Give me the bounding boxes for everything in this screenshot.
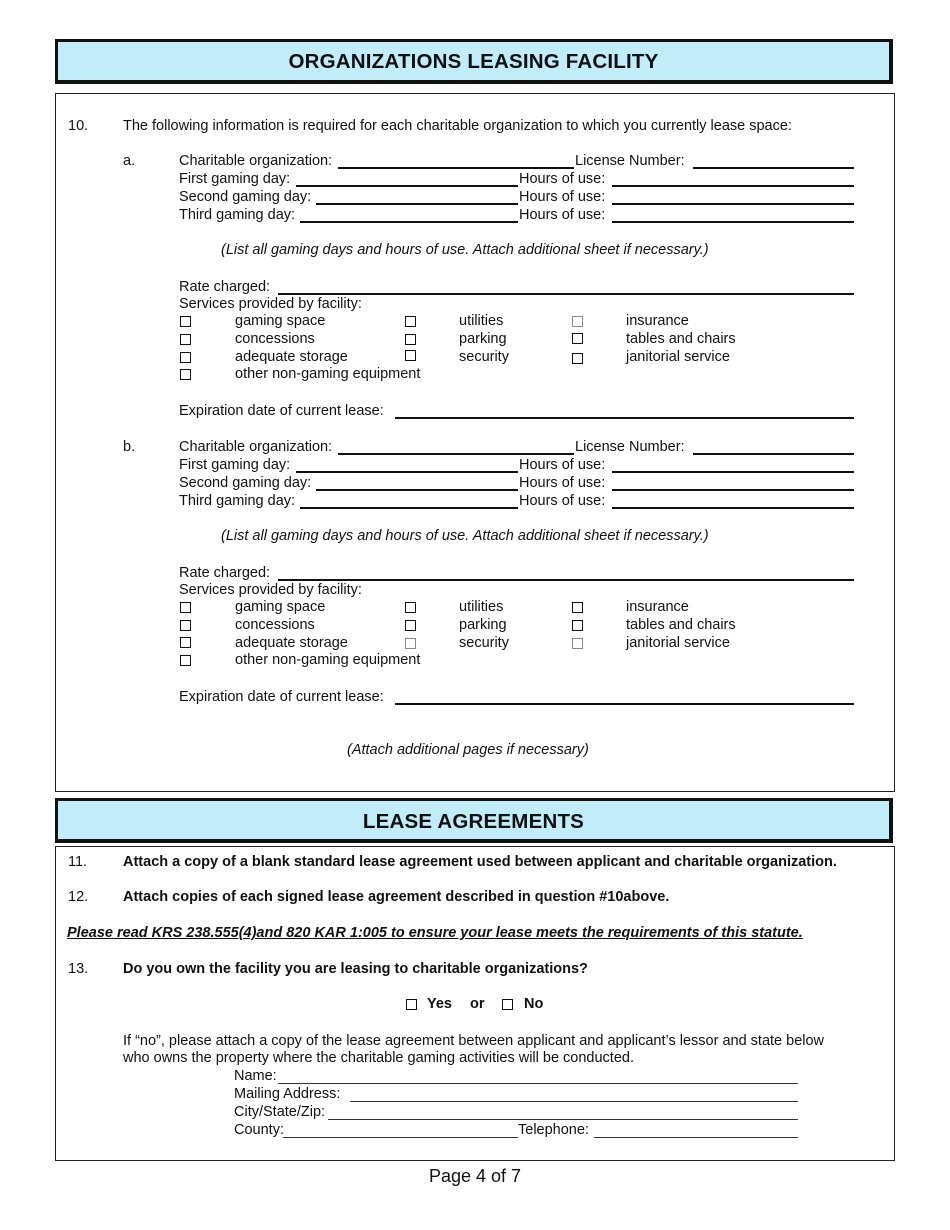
hours-label: Hours of use: xyxy=(519,171,606,187)
checkbox-insurance[interactable] xyxy=(572,602,583,613)
checkbox-yes[interactable] xyxy=(406,999,417,1010)
question-text: The following information is required for each charitable organization to which you currently lease space: xyxy=(123,118,792,134)
statute-note: Please read KRS 238.555(4)and 820 KAR 1:005 to ensure your lease meets the requirements of this statute. xyxy=(67,925,803,941)
org-field[interactable] xyxy=(338,167,574,169)
second-day-field[interactable] xyxy=(316,489,518,491)
county-label: County: xyxy=(234,1122,284,1138)
rate-label: Rate charged: xyxy=(179,565,271,581)
address-field[interactable] xyxy=(350,1101,798,1102)
service-label: parking xyxy=(459,331,507,347)
second-day-label: Second gaming day: xyxy=(179,189,312,205)
service-label: utilities xyxy=(459,599,504,615)
service-label: security xyxy=(459,349,509,365)
hours-label: Hours of use: xyxy=(519,493,606,509)
checkbox-no[interactable] xyxy=(502,999,513,1010)
yes-label: Yes xyxy=(427,996,452,1012)
city-field[interactable] xyxy=(328,1119,798,1120)
checkbox-utilities[interactable] xyxy=(405,316,416,327)
attach-pages-note: (Attach additional pages if necessary) xyxy=(347,742,589,758)
services-label: Services provided by facility: xyxy=(179,582,362,598)
question-number: 13. xyxy=(68,961,89,977)
service-label: concessions xyxy=(235,617,315,633)
checkbox-adequate-storage[interactable] xyxy=(180,637,191,648)
checkbox-parking[interactable] xyxy=(405,334,416,345)
name-field[interactable] xyxy=(278,1083,798,1084)
service-label: adequate storage xyxy=(235,635,348,651)
service-label: janitorial service xyxy=(626,349,730,365)
services-label: Services provided by facility: xyxy=(179,296,362,312)
checkbox-gaming-space[interactable] xyxy=(180,316,191,327)
page-number: Page 4 of 7 xyxy=(428,1166,522,1186)
rate-label: Rate charged: xyxy=(179,279,271,295)
rate-field[interactable] xyxy=(278,293,854,295)
gaming-days-note: (List all gaming days and hours of use. Attach additional sheet if necessary.) xyxy=(221,242,709,258)
license-field[interactable] xyxy=(693,167,854,169)
telephone-field[interactable] xyxy=(594,1137,798,1138)
second-hours-field[interactable] xyxy=(612,489,854,491)
if-no-instructions: If “no”, please attach a copy of the lease agreement between applicant and applicant’s lessor and state below xyxy=(123,1033,825,1049)
checkbox-security[interactable] xyxy=(405,350,416,361)
telephone-label: Telephone: xyxy=(518,1122,589,1138)
section-banner-lease-agreements xyxy=(55,798,893,843)
service-label: parking xyxy=(459,617,507,633)
first-hours-field[interactable] xyxy=(612,185,854,187)
question-text: Do you own the facility you are leasing to charitable organizations? xyxy=(123,961,588,977)
section-title: ORGANIZATIONS LEASING FACILITY xyxy=(288,50,659,73)
org-label: Charitable organization: xyxy=(179,439,333,455)
first-day-label: First gaming day: xyxy=(179,457,291,473)
service-label: adequate storage xyxy=(235,349,348,365)
hours-label: Hours of use: xyxy=(519,207,606,223)
service-label: utilities xyxy=(459,313,504,329)
checkbox-insurance[interactable] xyxy=(572,316,583,327)
second-day-label: Second gaming day: xyxy=(179,475,312,491)
checkbox-janitorial-service[interactable] xyxy=(572,353,583,364)
expiration-label: Expiration date of current lease: xyxy=(179,689,384,705)
service-label: gaming space xyxy=(235,599,326,615)
third-day-label: Third gaming day: xyxy=(179,207,296,223)
first-hours-field[interactable] xyxy=(612,471,854,473)
service-label: janitorial service xyxy=(626,635,730,651)
address-label: Mailing Address: xyxy=(234,1086,341,1102)
hours-label: Hours of use: xyxy=(519,475,606,491)
checkbox-concessions[interactable] xyxy=(180,620,191,631)
first-day-label: First gaming day: xyxy=(179,171,291,187)
license-label: License Number: xyxy=(575,439,685,455)
entry-letter: a. xyxy=(123,153,136,169)
or-label: or xyxy=(470,996,485,1012)
license-label: License Number: xyxy=(575,153,685,169)
service-label: other non-gaming equipment xyxy=(235,366,421,382)
question-number: 11. xyxy=(68,854,88,870)
checkbox-tables-and-chairs[interactable] xyxy=(572,620,583,631)
city-label: City/State/Zip: xyxy=(234,1104,326,1120)
service-label: insurance xyxy=(626,599,689,615)
org-field[interactable] xyxy=(338,453,574,455)
no-label: No xyxy=(524,996,544,1012)
section-banner-organizations xyxy=(55,39,893,84)
org-label: Charitable organization: xyxy=(179,153,333,169)
third-day-label: Third gaming day: xyxy=(179,493,296,509)
service-label: tables and chairs xyxy=(626,617,736,633)
first-day-field[interactable] xyxy=(296,471,518,473)
service-label: other non-gaming equipment xyxy=(235,652,421,668)
name-label: Name: xyxy=(234,1068,277,1084)
checkbox-security[interactable] xyxy=(405,638,416,649)
service-label: insurance xyxy=(626,313,689,329)
checkbox-concessions[interactable] xyxy=(180,334,191,345)
hours-label: Hours of use: xyxy=(519,457,606,473)
expiration-label: Expiration date of current lease: xyxy=(179,403,384,419)
service-label: tables and chairs xyxy=(626,331,736,347)
rate-field[interactable] xyxy=(278,579,854,581)
checkbox-tables-and-chairs[interactable] xyxy=(572,333,583,344)
third-hours-field[interactable] xyxy=(612,507,854,509)
license-field[interactable] xyxy=(693,453,854,455)
second-day-field[interactable] xyxy=(316,203,518,205)
question-text: Attach copies of each signed lease agreement described in question #10above. xyxy=(123,889,670,905)
if-no-instructions-cont: who owns the property where the charitable gaming activities will be conducted. xyxy=(123,1050,634,1066)
question-number: 12. xyxy=(68,889,89,905)
question-number: 10. xyxy=(68,118,89,134)
entry-letter: b. xyxy=(123,439,136,455)
third-day-field[interactable] xyxy=(300,221,518,223)
checkbox-gaming-space[interactable] xyxy=(180,602,191,613)
first-day-field[interactable] xyxy=(296,185,518,187)
third-hours-field[interactable] xyxy=(612,221,854,223)
hours-label: Hours of use: xyxy=(519,189,606,205)
checkbox-other-equipment[interactable] xyxy=(180,655,191,666)
service-label: security xyxy=(459,635,509,651)
third-day-field[interactable] xyxy=(300,507,518,509)
question-text: Attach a copy of a blank standard lease agreement used between applicant and charitable organization. xyxy=(123,854,837,870)
service-label: gaming space xyxy=(235,313,326,329)
expiration-field[interactable] xyxy=(395,703,854,705)
second-hours-field[interactable] xyxy=(612,203,854,205)
checkbox-utilities[interactable] xyxy=(405,602,416,613)
checkbox-janitorial-service[interactable] xyxy=(572,638,583,649)
checkbox-other-equipment[interactable] xyxy=(180,369,191,380)
county-field[interactable] xyxy=(283,1137,518,1138)
checkbox-adequate-storage[interactable] xyxy=(180,352,191,363)
gaming-days-note: (List all gaming days and hours of use. Attach additional sheet if necessary.) xyxy=(221,528,709,544)
service-label: concessions xyxy=(235,331,315,347)
expiration-field[interactable] xyxy=(395,417,854,419)
section-title: LEASE AGREEMENTS xyxy=(362,810,585,833)
checkbox-parking[interactable] xyxy=(405,620,416,631)
